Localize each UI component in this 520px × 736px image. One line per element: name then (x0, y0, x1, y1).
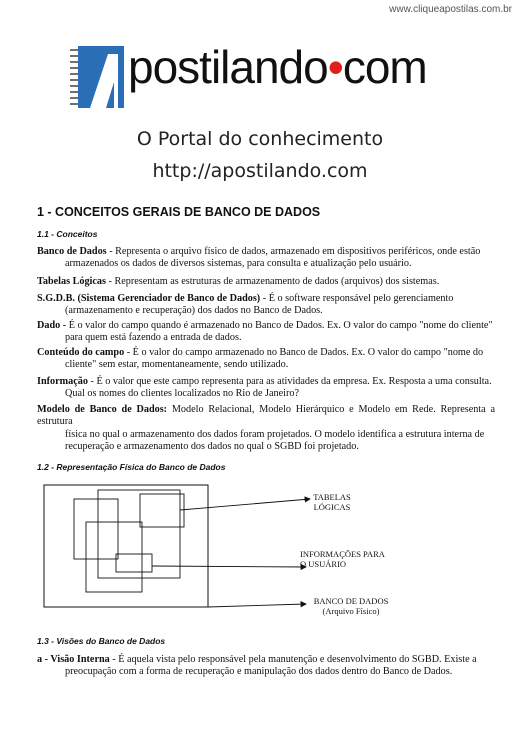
logical-table-box-1 (74, 499, 118, 559)
arrow-tables (180, 499, 310, 510)
label-banco-de-dados: BANCO DE DADOS (Arquivo Físico) (313, 596, 389, 616)
definition-dado: Dado - É o valor do campo quando é armazenado no Banco de Dados. Ex. O valor do campo "nome do cliente" para quem está fazendo a entrada de dados. (37, 320, 493, 344)
definition-banco-de-dados: Banco de Dados - Representa o arquivo físico de dados, armazenado em dispositivos periféricos, onde estão armazenados os dados de diversos sistemas, para consulta e atualização pelo usuário. (37, 246, 481, 270)
label-informacoes: INFORMAÇÕES PARA O USUÁRIO (300, 549, 385, 569)
tagline: O Portal do conhecimento (136, 128, 384, 150)
logical-table-box-2 (98, 490, 180, 578)
logo-wordmark: postilando•com (128, 41, 427, 93)
logical-table-box-3 (140, 494, 184, 527)
definition-tabelas-logicas: Tabelas Lógicas - Representam as estruturas de armazenamento de dados (arquivos) dos sistemas. (37, 276, 440, 287)
logical-table-box-4 (86, 522, 142, 592)
arrow-information (152, 566, 306, 567)
chapter-heading: 1 - CONCEITOS GERAIS DE BANCO DE DADOS (37, 205, 321, 219)
arrow-database (208, 604, 306, 607)
definition-sgdb: S.G.D.B. (Sistema Gerenciador de Banco de Dados) - É o software responsável pelo gerenciamento (armazenamento e recuperação) dos dados no Banco de Dados. (37, 293, 454, 317)
database-outer-box (44, 485, 208, 607)
label-tabelas-logicas: TABELAS LÓGICAS (313, 492, 351, 512)
information-box (116, 554, 152, 572)
site-watermark: www.cliqueapostilas.com.br (389, 4, 512, 15)
physical-database-diagram (0, 480, 520, 620)
vision-interna: a - Visão Interna - É aquela vista pelo responsável pela manutenção e desenvolvimento do SGBD. Existe a preocupação com a forma de recuperação e manipulação dos dados dentro do Banco de Dados. (37, 654, 477, 678)
site-url[interactable]: http://apostilando.com (152, 160, 368, 182)
section-heading-1-2: 1.2 - Representação Física do Banco de Dados (37, 462, 226, 472)
definition-conteudo-do-campo: Conteúdo do campo - É o valor do campo armazenado no Banco de Dados. Ex. O valor do campo "nome do cliente" sem estar, momentaneamente, sendo utilizado. (37, 347, 484, 371)
section-heading-1-3: 1.3 - Visões do Banco de Dados (37, 636, 166, 646)
section-heading-1-1: 1.1 - Conceitos (37, 229, 98, 239)
definition-informacao: Informação - É o valor que este campo representa para as atividades da empresa. Ex. Resposta a uma consulta. Qual os nomes do clientes localizados no Rio de Janeiro? (37, 376, 492, 400)
definition-modelo-de-banco-de-dados: Modelo de Banco de Dados: Modelo Relacional, Modelo Hierárquico e Modelo em Rede. Representa a estrutura física no qual o armazenamento dos dados foram projetados. O modelo identifica a estrutura interna de recuperação e armazenamento dos dados no qual o SGBD foi projetado. (37, 404, 496, 452)
